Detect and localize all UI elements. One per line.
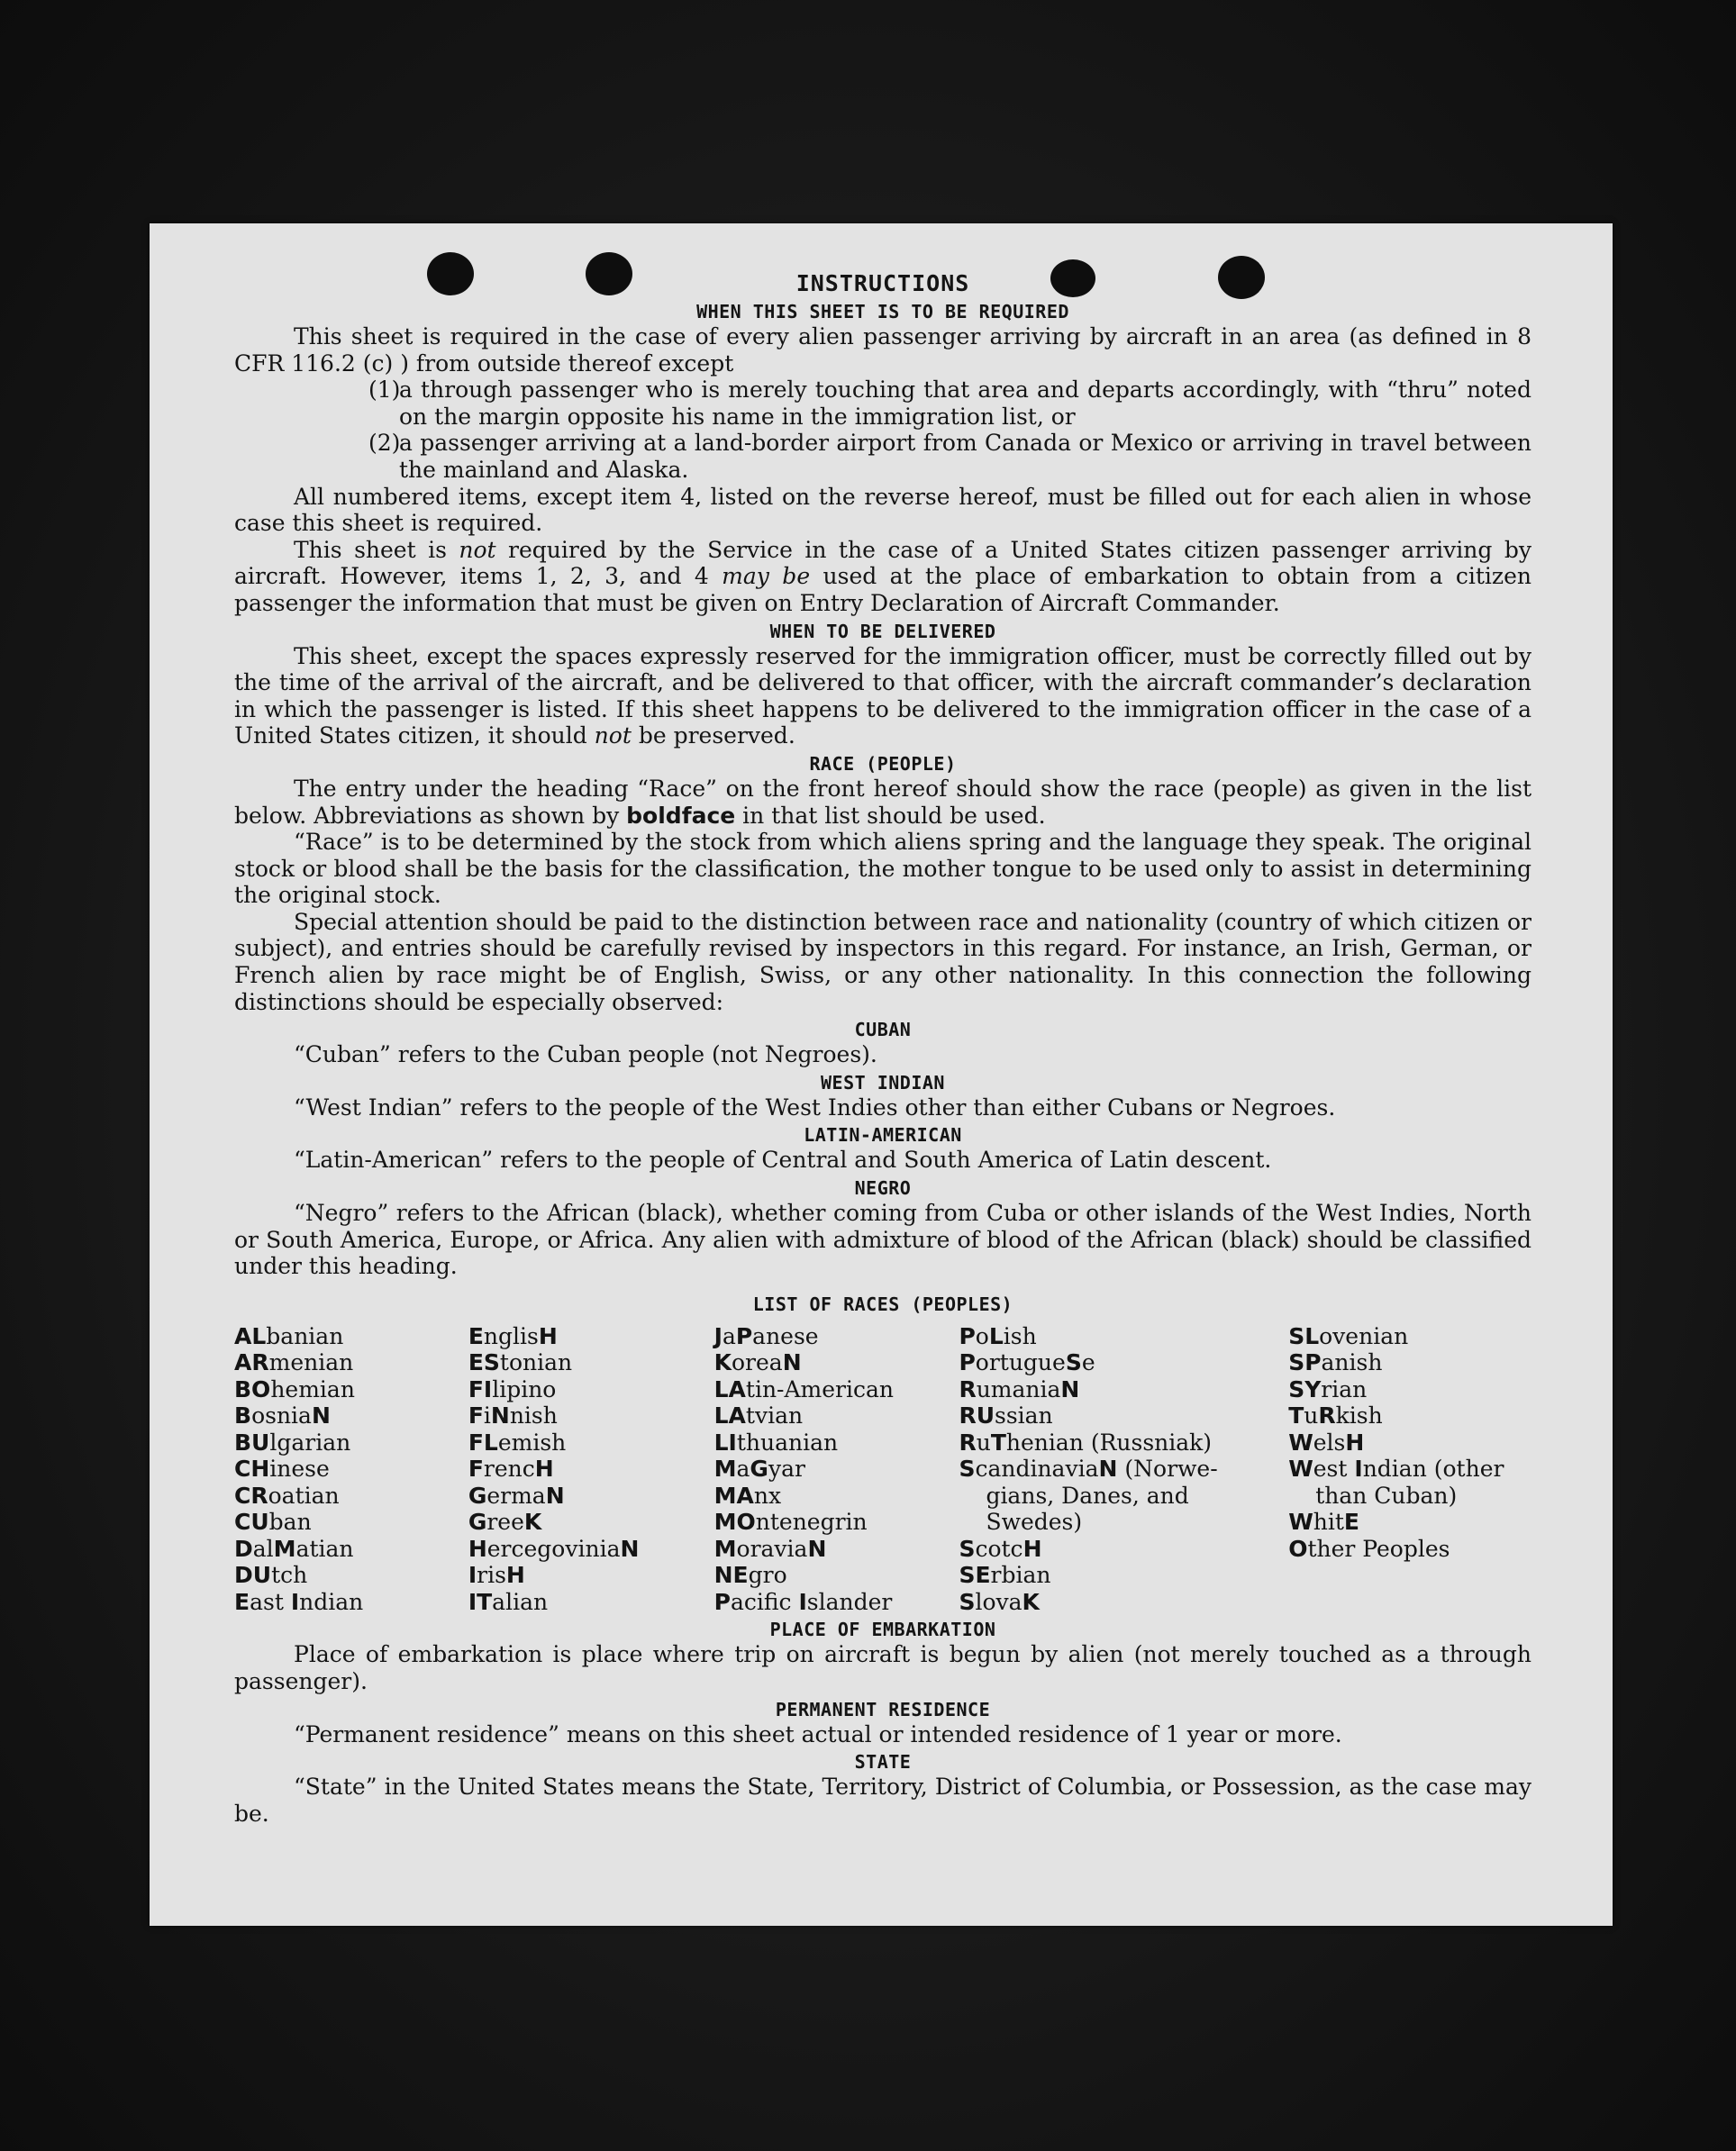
race-text: menian	[268, 1349, 354, 1376]
race-abbrev-letters: AL	[234, 1322, 267, 1349]
race-text: ovenian	[1319, 1322, 1409, 1349]
paragraph	[234, 643, 1531, 749]
section-heading-race: RACE (PEOPLE)	[809, 752, 957, 775]
race-text: rian	[1321, 1375, 1368, 1402]
race-abbrev-letters: FL	[468, 1429, 498, 1456]
bold-word: boldface	[626, 802, 736, 829]
race-text: gians, Danes, and	[986, 1482, 1189, 1509]
race-text: cotc	[975, 1535, 1023, 1562]
race-text: tonian	[499, 1349, 573, 1376]
race-abbrev-letters: N	[490, 1402, 510, 1429]
race-abbrev-letters: CR	[234, 1482, 268, 1509]
paragraph: This sheet is required in the case of every alien passenger arriving by aircraft in an area (as defined in 8 CFR 116.2 (c) ) from outside thereof except	[234, 323, 1531, 377]
race-text: lova	[975, 1588, 1023, 1615]
item-number: (1)	[368, 377, 401, 404]
race-column	[714, 1323, 959, 1616]
race-abbrev-letters: R	[959, 1375, 977, 1402]
race-list	[234, 1323, 1531, 1616]
section-heading-state: STATE	[854, 1751, 912, 1774]
race-abbrev-letters: I	[290, 1588, 300, 1615]
race-entry	[234, 1483, 468, 1510]
race-text: ast	[250, 1588, 291, 1615]
race-abbrev-letters: W	[1288, 1429, 1313, 1456]
race-entry	[959, 1536, 1288, 1563]
section-heading-west-indian: WEST INDIAN	[821, 1071, 945, 1094]
race-abbrev-letters: BO	[234, 1375, 271, 1402]
race-abbrev-letters: T	[1288, 1402, 1304, 1429]
race-text: acific	[730, 1588, 799, 1615]
race-abbrev-letters: I	[798, 1588, 807, 1615]
race-text: orea	[732, 1349, 783, 1376]
section-heading-delivered: WHEN TO BE DELIVERED	[769, 620, 996, 642]
race-text: lgarian	[269, 1429, 351, 1456]
race-entry	[468, 1589, 714, 1616]
race-abbrev-letters: P	[713, 1588, 731, 1615]
race-abbrev-letters: G	[750, 1456, 768, 1483]
list-item	[234, 377, 1531, 430]
race-abbrev-letters: FI	[468, 1375, 493, 1402]
race-abbrev-letters: F	[468, 1456, 484, 1483]
race-entry	[234, 1323, 468, 1350]
race-abbrev-letters: N	[545, 1482, 565, 1509]
race-entry	[959, 1562, 1288, 1589]
race-abbrev-letters: H	[1023, 1535, 1042, 1562]
race-abbrev-letters: BU	[234, 1429, 270, 1456]
item-text: a passenger arriving at a land-border airport from Canada or Mexico or arriving in travel between the mainland and Alaska.	[399, 430, 1531, 483]
race-text: renc	[483, 1456, 535, 1483]
race-abbrev-letters: DU	[234, 1562, 272, 1589]
race-text: gro	[748, 1562, 787, 1589]
emphasis: may be	[722, 563, 811, 590]
race-text: ris	[477, 1562, 506, 1589]
race-abbrev-letters: LA	[713, 1402, 746, 1429]
race-text: nish	[509, 1402, 558, 1429]
race-entry	[714, 1456, 959, 1483]
race-abbrev-letters: N	[782, 1349, 802, 1376]
race-abbrev-letters: R	[1318, 1402, 1336, 1429]
text-run: be preserved.	[631, 722, 795, 749]
race-text: a	[722, 1322, 736, 1349]
section-heading-required: WHEN THIS SHEET IS TO BE REQUIRED	[696, 301, 1069, 322]
race-text: banian	[266, 1322, 344, 1349]
race-text: atian	[295, 1535, 354, 1562]
paragraph: “State” in the United States means the State, Territory, District of Columbia, or Possession, as the case may be.	[234, 1774, 1531, 1827]
race-text: ssian	[995, 1402, 1053, 1429]
section-heading-negro: NEGRO	[854, 1177, 912, 1200]
race-entry	[959, 1349, 1288, 1376]
page-title: INSTRUCTIONS	[795, 270, 970, 296]
race-entry	[234, 1402, 468, 1429]
race-entry	[468, 1323, 714, 1350]
race-abbrev-letters: N	[1098, 1456, 1118, 1483]
race-text: o	[975, 1322, 989, 1349]
race-abbrev-letters: P	[959, 1322, 976, 1349]
item-text: a through passenger who is merely touching that area and departs accordingly, with “thru” noted on the margin opposite his name in the immigration list, or	[399, 377, 1531, 430]
race-abbrev-letters: IT	[468, 1588, 493, 1615]
instructions-content	[234, 270, 1531, 1827]
race-abbrev-letters: E	[234, 1588, 250, 1615]
paragraph: Place of embarkation is place where trip on aircraft is begun by alien (not merely touched as a through passenger).	[234, 1641, 1531, 1694]
section-heading-residence: PERMANENT RESIDENCE	[775, 1698, 991, 1720]
race-abbrev-letters: CH	[234, 1456, 270, 1483]
race-entry	[1288, 1456, 1531, 1483]
race-abbrev-letters: ES	[468, 1349, 500, 1376]
race-text: est	[1313, 1456, 1355, 1483]
race-entry	[1288, 1509, 1531, 1536]
race-entry	[234, 1562, 468, 1589]
text-run: used at the place of embarkation to obtain from a citizen passenger the information that must be given on Entry Declaration of Aircraft Commander.	[234, 563, 1531, 616]
race-text: ish	[1003, 1322, 1037, 1349]
race-abbrev-letters: CU	[234, 1509, 269, 1536]
race-abbrev-letters: S	[959, 1535, 976, 1562]
race-text: ntenegrin	[755, 1509, 868, 1536]
race-text: ercegovinia	[486, 1535, 621, 1562]
race-text: slander	[806, 1588, 893, 1615]
race-abbrev-letters: R	[959, 1429, 977, 1456]
race-text: u	[976, 1429, 991, 1456]
race-text: kish	[1335, 1402, 1383, 1429]
race-abbrev-letters: G	[468, 1482, 487, 1509]
text-run: required by the Service in the case of a United States citizen passenger arriving by aircraft. However, items 1, 2, 3, and 4	[234, 536, 1531, 590]
race-abbrev-letters: MA	[713, 1482, 754, 1509]
race-text: hit	[1313, 1509, 1344, 1536]
race-abbrev-letters: D	[234, 1535, 253, 1562]
race-text: rbian	[990, 1562, 1051, 1589]
race-abbrev-letters: P	[959, 1349, 976, 1376]
text-run: The entry under the heading “Race” on the front hereof should show the race (people) as given in the list below. Abbreviations as shown by	[234, 775, 1531, 829]
race-text: osnia	[251, 1402, 312, 1429]
race-column	[468, 1323, 714, 1616]
race-column	[1288, 1323, 1531, 1616]
race-entry	[714, 1402, 959, 1429]
race-text: thuanian	[736, 1429, 839, 1456]
race-abbrev-letters: MO	[713, 1509, 756, 1536]
race-entry	[959, 1323, 1288, 1350]
race-abbrev-letters: RU	[959, 1402, 995, 1429]
race-entry	[959, 1402, 1288, 1429]
paragraph: “Latin-American” refers to the people of Central and South America of Latin descent.	[294, 1147, 1272, 1174]
paragraph: “Race” is to be determined by the stock from which aliens spring and the language they speak. The original stock or blood shall be the basis for the classification, the mother tongue to be used only to assist in determining the original stock.	[234, 829, 1531, 909]
race-entry	[1288, 1483, 1531, 1510]
race-entry	[714, 1483, 959, 1510]
race-entry	[714, 1589, 959, 1616]
race-abbrev-letters: I	[468, 1562, 477, 1589]
race-abbrev-letters: T	[990, 1429, 1006, 1456]
race-abbrev-letters: O	[1288, 1535, 1308, 1562]
race-entry	[468, 1456, 714, 1483]
race-abbrev-letters: LI	[713, 1429, 737, 1456]
instruction-sheet	[150, 223, 1613, 1926]
race-abbrev-letters: W	[1288, 1509, 1313, 1536]
section-heading-latin-american: LATIN-AMERICAN	[804, 1124, 962, 1147]
race-abbrev-letters: J	[713, 1322, 723, 1349]
text-run: This sheet is	[294, 536, 459, 563]
race-entry	[1288, 1323, 1531, 1350]
race-text: Swedes)	[986, 1509, 1083, 1536]
race-entry	[468, 1402, 714, 1429]
race-abbrev-letters: SP	[1288, 1349, 1322, 1376]
race-text: henian (Russniak)	[1005, 1429, 1213, 1456]
race-text: ndian (other	[1362, 1456, 1504, 1483]
race-abbrev-letters: G	[468, 1509, 487, 1536]
race-text: nx	[753, 1482, 782, 1509]
race-abbrev-letters: I	[1354, 1456, 1363, 1483]
race-text: a	[736, 1456, 750, 1483]
race-text: alian	[492, 1588, 549, 1615]
race-text: ortugue	[975, 1349, 1066, 1376]
race-text: anish	[1321, 1349, 1383, 1376]
race-entry	[1288, 1349, 1531, 1376]
race-abbrev-letters: M	[713, 1535, 737, 1562]
race-abbrev-letters: S	[959, 1588, 976, 1615]
race-abbrev-letters: F	[468, 1402, 484, 1429]
paragraph	[234, 776, 1531, 829]
race-entry	[959, 1376, 1288, 1403]
paragraph: “Negro” refers to the African (black), whether coming from Cuba or other islands of the West Indies, North or South America, Europe, or Africa. Any alien with admixture of blood of the African (black) should be classified under this heading.	[234, 1200, 1531, 1280]
race-entry	[959, 1483, 1288, 1510]
paragraph: “West Indian” refers to the people of the West Indies other than either Cubans or Negroes.	[294, 1094, 1336, 1121]
race-entry	[1288, 1376, 1531, 1403]
race-abbrev-letters: P	[735, 1322, 753, 1349]
race-abbrev-letters: W	[1288, 1456, 1313, 1483]
list-item	[234, 430, 1531, 483]
race-text: than Cuban)	[1315, 1482, 1458, 1509]
race-entry	[714, 1536, 959, 1563]
text-run: in that list should be used.	[735, 802, 1046, 829]
race-entry	[234, 1589, 468, 1616]
race-abbrev-letters: S	[1065, 1349, 1082, 1376]
race-abbrev-letters: N	[807, 1535, 827, 1562]
race-text: lipino	[492, 1375, 557, 1402]
race-entry	[468, 1483, 714, 1510]
race-entry	[959, 1429, 1288, 1457]
race-text: umania	[976, 1375, 1061, 1402]
race-entry	[468, 1536, 714, 1563]
race-text: tvian	[745, 1402, 804, 1429]
race-text: els	[1313, 1429, 1346, 1456]
race-abbrev-letters: LA	[713, 1375, 746, 1402]
race-entry	[468, 1349, 714, 1376]
race-text: emish	[497, 1429, 567, 1456]
race-abbrev-letters: SL	[1288, 1322, 1320, 1349]
race-abbrev-letters: M	[713, 1456, 737, 1483]
race-text: ther Peoples	[1307, 1535, 1450, 1562]
race-abbrev-letters: N	[311, 1402, 331, 1429]
race-text: u	[1304, 1402, 1319, 1429]
race-abbrev-letters: SE	[959, 1562, 991, 1589]
race-entry	[1288, 1536, 1531, 1563]
race-entry	[468, 1429, 714, 1457]
race-entry	[714, 1323, 959, 1350]
race-entry	[714, 1429, 959, 1457]
race-abbrev-letters: S	[959, 1456, 976, 1483]
race-abbrev-letters: N	[620, 1535, 640, 1562]
race-entry	[468, 1376, 714, 1403]
race-abbrev-letters: K	[713, 1349, 732, 1376]
race-entry	[234, 1509, 468, 1536]
race-entry	[468, 1509, 714, 1536]
race-text: anese	[752, 1322, 819, 1349]
race-entry	[468, 1562, 714, 1589]
race-text: tch	[271, 1562, 308, 1589]
race-entry	[234, 1376, 468, 1403]
race-entry	[234, 1349, 468, 1376]
race-text: al	[252, 1535, 274, 1562]
race-abbrev-letters: SY	[1288, 1375, 1322, 1402]
section-heading-embarkation: PLACE OF EMBARKATION	[769, 1619, 996, 1641]
race-abbrev-letters: AR	[234, 1349, 269, 1376]
race-entry	[714, 1562, 959, 1589]
race-text: ndian	[299, 1588, 364, 1615]
race-entry	[959, 1589, 1288, 1616]
race-entry	[234, 1456, 468, 1483]
race-entry	[234, 1429, 468, 1457]
race-column	[234, 1323, 468, 1616]
section-heading-list-of-races: LIST OF RACES (PEOPLES)	[752, 1293, 1013, 1315]
race-text: inese	[269, 1456, 330, 1483]
race-abbrev-letters: H	[505, 1562, 525, 1589]
race-text: tin-American	[745, 1375, 895, 1402]
section-heading-cuban: CUBAN	[854, 1019, 912, 1041]
race-text: (Norwe-	[1117, 1456, 1218, 1483]
race-abbrev-letters: B	[234, 1402, 252, 1429]
race-text: hemian	[270, 1375, 355, 1402]
race-abbrev-letters: H	[534, 1456, 554, 1483]
race-entry	[234, 1536, 468, 1563]
race-entry	[1288, 1429, 1531, 1457]
race-entry	[959, 1456, 1288, 1483]
paragraph	[234, 537, 1531, 617]
emphasis: not	[594, 722, 632, 749]
race-text: nglis	[483, 1322, 539, 1349]
text-run: This sheet, except the spaces expressly reserved for the immigration officer, must be correctly filled out by the time of the arrival of the aircraft, and be delivered to that officer, with the aircraft commander’s declaration in which the passenger is listed. If this sheet happens to be delivered to the immigration officer in the case of a United States citizen, it should	[234, 642, 1531, 749]
emphasis: not	[459, 536, 496, 563]
race-abbrev-letters: H	[538, 1322, 558, 1349]
race-abbrev-letters: H	[468, 1535, 487, 1562]
race-column	[959, 1323, 1288, 1616]
race-text: ree	[486, 1509, 524, 1536]
race-entry	[714, 1376, 959, 1403]
paragraph: All numbered items, except item 4, listed on the reverse hereof, must be filled out for each alien in whose case this sheet is required.	[234, 483, 1531, 537]
race-text: yar	[768, 1456, 805, 1483]
race-text: candinavia	[975, 1456, 1099, 1483]
race-abbrev-letters: H	[1345, 1429, 1365, 1456]
race-abbrev-letters: N	[1060, 1375, 1080, 1402]
race-abbrev-letters: K	[1022, 1588, 1040, 1615]
race-text: oravia	[736, 1535, 808, 1562]
race-abbrev-letters: E	[1343, 1509, 1359, 1536]
race-abbrev-letters: K	[523, 1509, 542, 1536]
race-text: i	[483, 1402, 491, 1429]
race-entry	[714, 1509, 959, 1536]
paragraph: “Cuban” refers to the Cuban people (not Negroes).	[294, 1041, 877, 1068]
race-abbrev-letters: E	[468, 1322, 484, 1349]
race-text: erma	[486, 1482, 546, 1509]
race-abbrev-letters: M	[273, 1535, 296, 1562]
race-text: ban	[268, 1509, 312, 1536]
race-text: oatian	[268, 1482, 340, 1509]
race-abbrev-letters: L	[988, 1322, 1004, 1349]
item-number: (2)	[368, 430, 401, 457]
paragraph: “Permanent residence” means on this sheet actual or intended residence of 1 year or more.	[294, 1720, 1342, 1747]
paragraph: Special attention should be paid to the distinction between race and nationality (country of which citizen or subject), and entries should be carefully revised by inspectors in this regard. For instance, an Irish, German, or French alien by race might be of English, Swiss, or any other nationality. In this connection the following distinctions should be especially observed:	[234, 908, 1531, 1015]
race-entry	[1288, 1402, 1531, 1429]
race-text: e	[1081, 1349, 1095, 1376]
race-abbrev-letters: NE	[713, 1562, 749, 1589]
race-entry	[959, 1509, 1288, 1536]
race-entry	[714, 1349, 959, 1376]
